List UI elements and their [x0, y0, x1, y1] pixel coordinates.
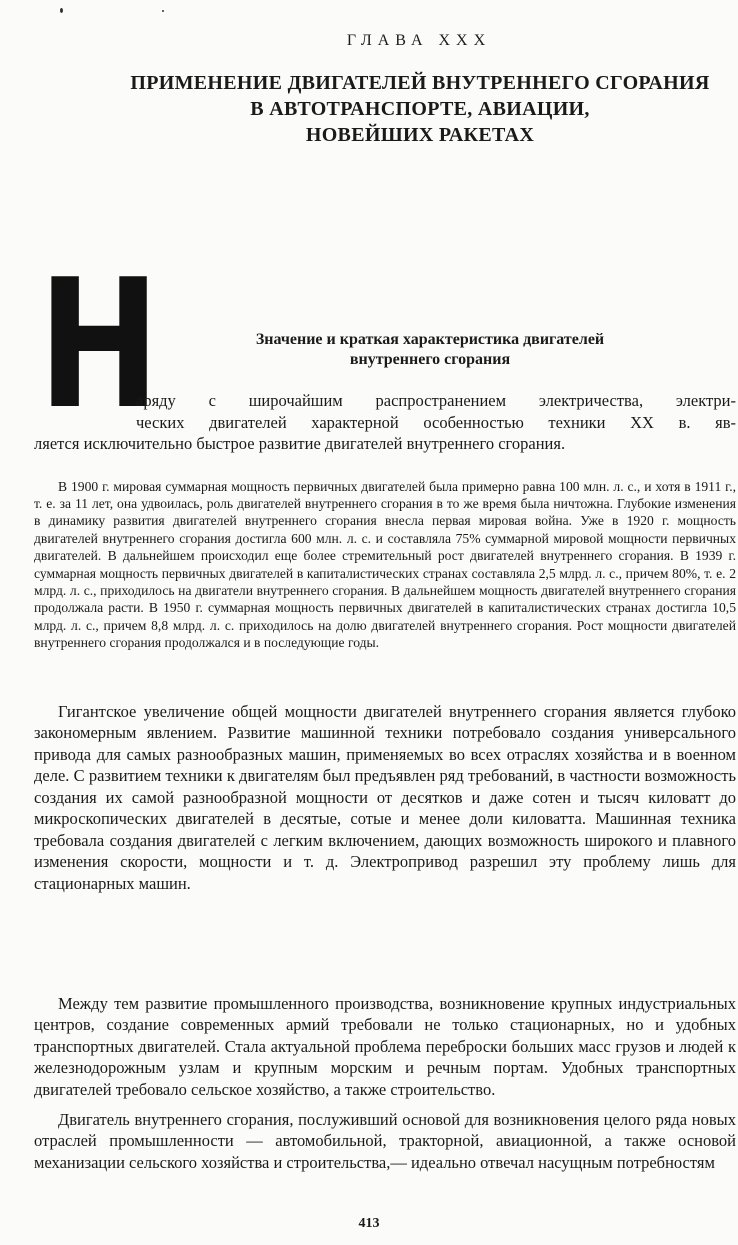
body-paragraph: Двигатель внутреннего сгорания, послуживший основой для возникновения целого ряда новых отраслей промышленности — автомобильной, тракторной, авиационной, а также основой механизации сельского хозяйства и строительства,— идеально отвечал насущным потребностям	[34, 1109, 736, 1172]
body-paragraph: Гигантское увеличение общей мощности двигателей внутреннего сгорания является глубоко закономерным явлением. Развитие машинной техники потребовало создания универсального привода для самых разнообразных машин, применяемых во всех отраслях хозяйства и в военном деле. С развитием техники к двигателям был предъявлен ряд требований, в частности возможность создания их самой разнообразной мощности от десятков и даже сотен и тысяч киловатт до микроскопических двигателей в десятые, сотые и менее доли киловатта. Машинная техника требовала создания двигателей с легким включением, дающих возможность широкого и плавного изменения скорости, мощности и т. д. Электропривод разрешил эту проблему лишь для стационарных машин.	[34, 701, 736, 893]
section-heading	[130, 330, 730, 370]
chapter-title-line: НОВЕЙШИХ РАКЕТАХ	[305, 124, 535, 146]
chapter-label: ГЛАВА XXX	[346, 32, 492, 49]
print-speck	[162, 10, 164, 12]
chapter-title-line: В АВТОТРАНСПОРТЕ, АВИАЦИИ,	[250, 98, 590, 120]
lead-line: ляется исключительно быстрое развитие двигателей внутреннего сгорания.	[34, 434, 566, 453]
small-print-paragraph: В 1900 г. мировая суммарная мощность первичных двигателей была примерно равна 100 млн. л. с., и хотя в 1911 г., т. е. за 11 лет, она удвоилась, роль двигателей внутреннего сгорания в то же время была ничтожна. Глубокие изменения в динамику развития двигателей внутреннего сгорания внесла первая мировая война. Уже в 1920 г. мощность двигателей внутреннего сгорания достигла 600 млн. л. с. и составляла 75% суммарной мировой мощности первичных двигателей. В дальнейшем происходил еще более стремительный рост двигателей внутреннего сгорания. В 1939 г. суммарная мощность первичных двигателей в капиталистических странах составляла 2,5 млрд. л. с., причем 80%, т. е. 2 млрд. л. с., приходилось на двигатели внутреннего сгорания. В дальнейшем мощность двигателей внутреннего сгорания продолжала расти. В 1950 г. суммарная мощность первичных двигателей в капиталистических странах достигла 10,5 млрд. л. с., причем 8,8 млрд. л. с. приходилось на долю двигателей внутреннего сгорания. Рост мощности двигателей внутреннего сгорания продолжался и в последующие годы.	[34, 478, 736, 651]
drop-cap-letter: Н	[38, 241, 161, 448]
lead-line: ческих двигателей характерной особенностью техники XX в. яв-	[136, 412, 736, 432]
chapter-title-line: ПРИМЕНЕНИЕ ДВИГАТЕЛЕЙ ВНУТРЕННЕГО СГОРАНИЯ	[130, 72, 710, 94]
page-number: 413	[358, 1216, 380, 1231]
section-heading-line: Значение и краткая характеристика двигателей	[255, 331, 605, 348]
chapter-title	[60, 70, 738, 148]
body-paragraph: Между тем развитие промышленного производства, возникновение крупных индустриальных центров, создание современных армий требовали не только стационарных, но и удобных транспортных двигателей. Стала актуальной проблема переброски больших масс грузов и людей к железнодорожным узлам и крупным морским и речным портам. Удобных транспортных двигателей требовало сельское хозяйство, а также строительство.	[34, 993, 736, 1099]
section-heading-line: внутреннего сгорания	[349, 351, 511, 368]
print-speck	[60, 8, 63, 13]
lead-paragraph	[34, 390, 736, 455]
lead-line: аряду с широчайшим распространением электричества, электри-	[136, 391, 736, 410]
